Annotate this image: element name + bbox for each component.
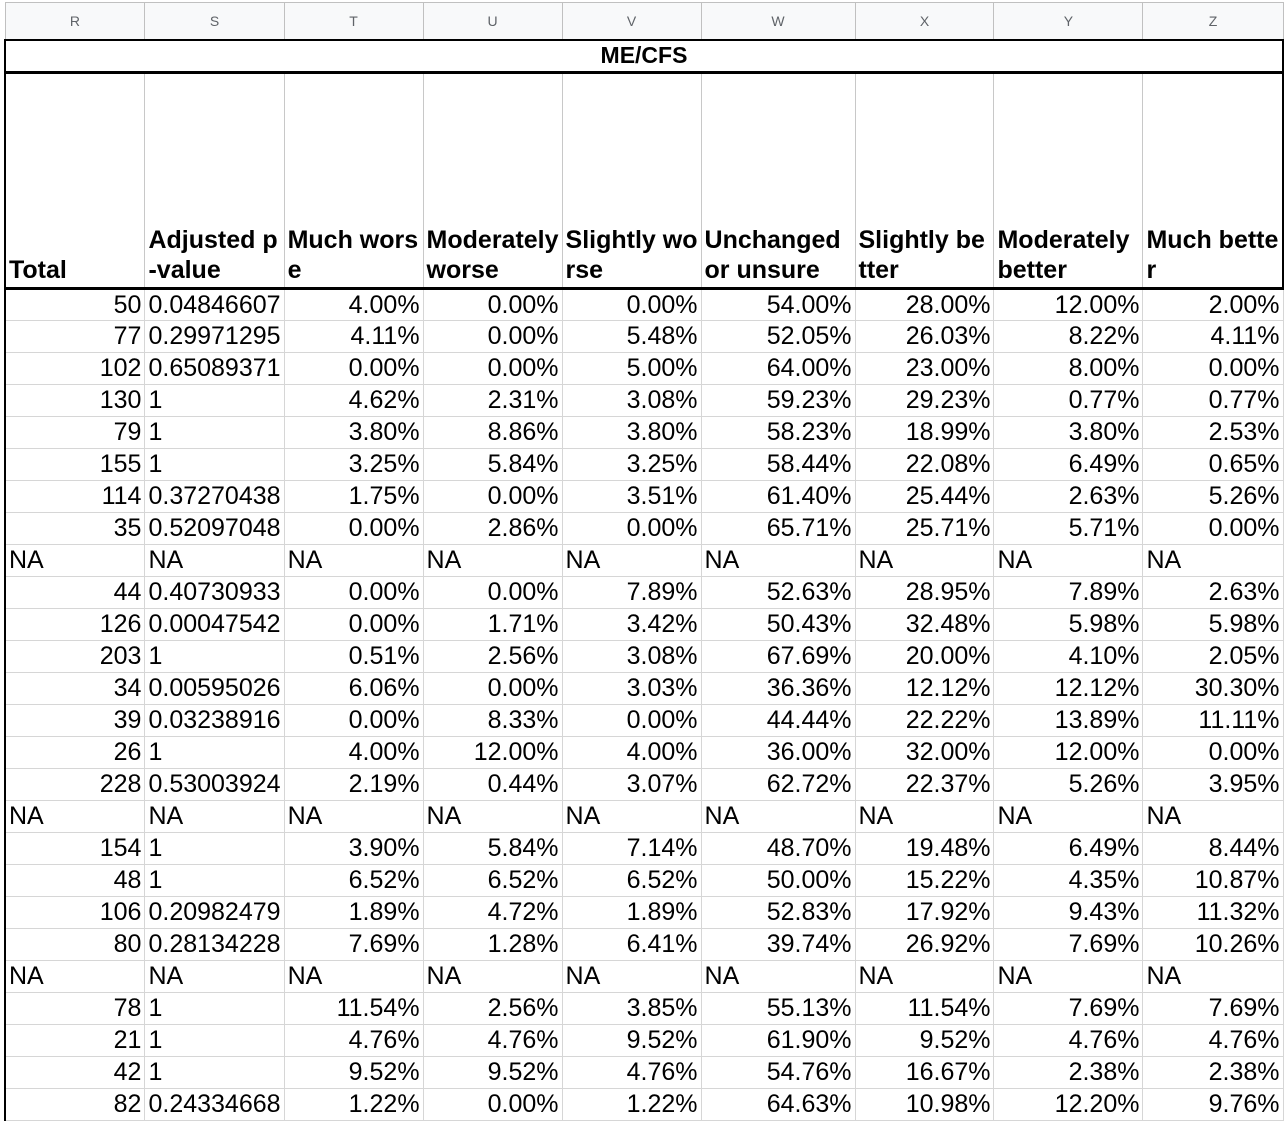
header-much-worse[interactable]: Much worse xyxy=(284,73,423,289)
header-slightly-better[interactable]: Slightly better xyxy=(855,73,994,289)
table-cell[interactable]: NA xyxy=(994,801,1143,833)
table-cell[interactable]: 32.48% xyxy=(855,609,994,641)
table-cell[interactable]: 3.25% xyxy=(562,449,701,481)
table-cell[interactable]: NA xyxy=(1143,545,1283,577)
table-cell[interactable]: 3.85% xyxy=(562,993,701,1025)
table-row xyxy=(5,737,1283,769)
table-cell[interactable]: 0.29971295 xyxy=(145,321,284,353)
table-cell[interactable]: 1.28% xyxy=(423,929,562,961)
table-cell[interactable]: NA xyxy=(701,961,855,993)
table-cell[interactable]: 0.03238916 xyxy=(145,705,284,737)
table-cell[interactable]: 64.00% xyxy=(701,353,855,385)
table-cell[interactable]: 0.00% xyxy=(423,577,562,609)
table-cell[interactable]: NA xyxy=(855,801,994,833)
table-row xyxy=(5,321,1283,353)
table-cell[interactable]: 0.00% xyxy=(423,289,562,321)
table-cell[interactable]: 50.43% xyxy=(701,609,855,641)
table-cell[interactable]: 4.76% xyxy=(423,1025,562,1057)
table-cell[interactable]: 2.63% xyxy=(994,481,1143,513)
table-row xyxy=(5,481,1283,513)
table-cell[interactable]: 79 xyxy=(5,417,145,449)
header-total[interactable]: Total xyxy=(5,73,145,289)
table-cell[interactable]: 0.37270438 xyxy=(145,481,284,513)
table-cell[interactable]: NA xyxy=(562,961,701,993)
table-cell[interactable]: 1.75% xyxy=(284,481,423,513)
table-cell[interactable]: 5.00% xyxy=(562,353,701,385)
table-row xyxy=(5,353,1283,385)
table-cell[interactable]: 1 xyxy=(145,641,284,673)
table-cell[interactable]: 4.76% xyxy=(562,1057,701,1089)
table-cell[interactable]: 61.90% xyxy=(701,1025,855,1057)
column-header-s[interactable]: S xyxy=(145,3,284,40)
table-cell[interactable]: 64.63% xyxy=(701,1089,855,1121)
table-cell[interactable]: 0.52097048 xyxy=(145,513,284,545)
table-row xyxy=(5,385,1283,417)
table-cell[interactable]: 3.08% xyxy=(562,641,701,673)
table-cell[interactable]: 4.00% xyxy=(284,289,423,321)
table-cell[interactable]: NA xyxy=(1143,801,1283,833)
table-cell[interactable]: NA xyxy=(855,961,994,993)
table-cell[interactable]: 5.98% xyxy=(1143,609,1283,641)
table-cell[interactable]: 0.00% xyxy=(423,353,562,385)
table-row xyxy=(5,641,1283,673)
table-cell[interactable]: 2.19% xyxy=(284,769,423,801)
table-cell[interactable]: 0.20982479 xyxy=(145,897,284,929)
table-cell[interactable]: 7.69% xyxy=(994,929,1143,961)
table-cell[interactable]: 7.89% xyxy=(562,577,701,609)
table-cell[interactable]: 2.63% xyxy=(1143,577,1283,609)
table-cell[interactable]: 62.72% xyxy=(701,769,855,801)
table-cell[interactable]: 3.42% xyxy=(562,609,701,641)
table-cell[interactable]: 10.26% xyxy=(1143,929,1283,961)
table-cell[interactable]: 7.69% xyxy=(284,929,423,961)
table-cell[interactable]: 6.49% xyxy=(994,833,1143,865)
table-cell[interactable]: NA xyxy=(145,961,284,993)
table-cell[interactable]: 102 xyxy=(5,353,145,385)
table-cell[interactable]: 61.40% xyxy=(701,481,855,513)
table-row xyxy=(5,1089,1283,1121)
table-cell[interactable]: 4.10% xyxy=(994,641,1143,673)
table-cell[interactable]: 154 xyxy=(5,833,145,865)
table-cell[interactable]: 0.00595026 xyxy=(145,673,284,705)
table-cell[interactable]: 0.00% xyxy=(284,609,423,641)
table-cell[interactable]: 3.25% xyxy=(284,449,423,481)
table-cell[interactable]: 0.65089371 xyxy=(145,353,284,385)
table-cell[interactable]: 6.41% xyxy=(562,929,701,961)
table-cell[interactable]: 10.98% xyxy=(855,1089,994,1121)
table-cell[interactable]: 39 xyxy=(5,705,145,737)
table-cell[interactable]: 50 xyxy=(5,289,145,321)
table-cell[interactable]: 114 xyxy=(5,481,145,513)
table-cell[interactable]: 26.92% xyxy=(855,929,994,961)
table-cell[interactable]: 26.03% xyxy=(855,321,994,353)
table-cell[interactable]: 25.71% xyxy=(855,513,994,545)
table-cell[interactable]: 15.22% xyxy=(855,865,994,897)
table-cell[interactable]: 80 xyxy=(5,929,145,961)
table-cell[interactable]: 28.95% xyxy=(855,577,994,609)
table-cell[interactable]: 54.76% xyxy=(701,1057,855,1089)
table-cell[interactable]: NA xyxy=(145,801,284,833)
table-cell[interactable]: 0.00% xyxy=(1143,513,1283,545)
table-cell[interactable]: 5.84% xyxy=(423,833,562,865)
table-cell[interactable]: 0.00% xyxy=(423,1089,562,1121)
table-cell[interactable]: 9.76% xyxy=(1143,1089,1283,1121)
table-cell[interactable]: 4.76% xyxy=(284,1025,423,1057)
table-cell[interactable]: 10.87% xyxy=(1143,865,1283,897)
table-cell[interactable]: 5.26% xyxy=(994,769,1143,801)
table-cell[interactable]: 2.05% xyxy=(1143,641,1283,673)
table-cell[interactable]: 0.40730933 xyxy=(145,577,284,609)
table-cell[interactable]: 5.84% xyxy=(423,449,562,481)
table-cell[interactable]: 11.54% xyxy=(284,993,423,1025)
column-header-w[interactable]: W xyxy=(701,3,855,40)
table-cell[interactable]: 12.00% xyxy=(994,737,1143,769)
table-cell[interactable]: 7.69% xyxy=(1143,993,1283,1025)
table-cell[interactable]: 203 xyxy=(5,641,145,673)
table-cell[interactable]: 6.52% xyxy=(423,865,562,897)
table-cell[interactable]: 2.38% xyxy=(994,1057,1143,1089)
table-cell[interactable]: 0.00% xyxy=(423,481,562,513)
table-cell[interactable]: 8.86% xyxy=(423,417,562,449)
table-cell[interactable]: 3.51% xyxy=(562,481,701,513)
table-cell[interactable]: 4.11% xyxy=(284,321,423,353)
table-cell[interactable]: 1 xyxy=(145,385,284,417)
table-cell[interactable]: 0.53003924 xyxy=(145,769,284,801)
table-cell[interactable]: 1.89% xyxy=(284,897,423,929)
table-cell[interactable]: 44 xyxy=(5,577,145,609)
table-cell[interactable]: 42 xyxy=(5,1057,145,1089)
table-cell[interactable]: 0.00% xyxy=(562,289,701,321)
header-moderately-better[interactable]: Moderately better xyxy=(994,73,1143,289)
table-cell[interactable]: 36.36% xyxy=(701,673,855,705)
table-cell[interactable]: 2.86% xyxy=(423,513,562,545)
table-cell[interactable]: 6.06% xyxy=(284,673,423,705)
header-much-better[interactable]: Much better xyxy=(1143,73,1283,289)
table-cell[interactable]: 0.00% xyxy=(284,577,423,609)
table-cell[interactable]: 28.00% xyxy=(855,289,994,321)
table-cell[interactable]: 59.23% xyxy=(701,385,855,417)
table-cell[interactable]: 0.51% xyxy=(284,641,423,673)
table-cell[interactable]: 8.22% xyxy=(994,321,1143,353)
header-slightly-worse[interactable]: Slightly worse xyxy=(562,73,701,289)
table-cell[interactable]: 65.71% xyxy=(701,513,855,545)
table-cell[interactable]: 21 xyxy=(5,1025,145,1057)
table-cell[interactable]: 4.76% xyxy=(994,1025,1143,1057)
table-cell[interactable]: 3.03% xyxy=(562,673,701,705)
table-cell[interactable]: 35 xyxy=(5,513,145,545)
table-cell[interactable]: 48.70% xyxy=(701,833,855,865)
table-cell[interactable]: 13.89% xyxy=(994,705,1143,737)
table-cell[interactable]: 3.08% xyxy=(562,385,701,417)
table-cell[interactable]: 4.11% xyxy=(1143,321,1283,353)
table-cell[interactable]: 6.52% xyxy=(562,865,701,897)
table-cell[interactable]: 1.89% xyxy=(562,897,701,929)
table-cell[interactable]: 4.62% xyxy=(284,385,423,417)
table-cell[interactable]: 23.00% xyxy=(855,353,994,385)
table-cell[interactable]: 2.53% xyxy=(1143,417,1283,449)
table-row xyxy=(5,1025,1283,1057)
table-row xyxy=(5,417,1283,449)
table-cell[interactable]: 1.71% xyxy=(423,609,562,641)
table-cell[interactable]: 0.00% xyxy=(423,673,562,705)
table-cell[interactable]: NA xyxy=(562,545,701,577)
table-cell[interactable]: 12.00% xyxy=(423,737,562,769)
table-cell[interactable]: NA xyxy=(284,545,423,577)
table-cell[interactable]: 11.11% xyxy=(1143,705,1283,737)
table-row xyxy=(5,1057,1283,1089)
table-cell[interactable]: 1 xyxy=(145,1025,284,1057)
table-cell[interactable]: 228 xyxy=(5,769,145,801)
table-row xyxy=(5,833,1283,865)
table-cell[interactable]: 3.80% xyxy=(284,417,423,449)
table-cell[interactable]: 1 xyxy=(145,993,284,1025)
table-cell[interactable]: 11.32% xyxy=(1143,897,1283,929)
table-cell[interactable]: 50.00% xyxy=(701,865,855,897)
table-cell[interactable]: 1 xyxy=(145,1057,284,1089)
header-row xyxy=(5,73,1283,289)
table-cell[interactable]: 19.48% xyxy=(855,833,994,865)
table-cell[interactable]: 0.00047542 xyxy=(145,609,284,641)
table-cell[interactable]: 0.00% xyxy=(562,705,701,737)
table-cell[interactable]: 36.00% xyxy=(701,737,855,769)
table-cell[interactable]: 1 xyxy=(145,417,284,449)
table-cell[interactable]: 25.44% xyxy=(855,481,994,513)
table-cell[interactable]: 12.12% xyxy=(994,673,1143,705)
table-cell[interactable]: NA xyxy=(423,961,562,993)
table-cell[interactable]: NA xyxy=(855,545,994,577)
table-cell[interactable]: 0.77% xyxy=(994,385,1143,417)
table-cell[interactable]: 77 xyxy=(5,321,145,353)
table-cell[interactable]: 0.00% xyxy=(284,353,423,385)
table-cell[interactable]: 7.14% xyxy=(562,833,701,865)
table-cell[interactable]: 155 xyxy=(5,449,145,481)
table-cell[interactable]: 9.52% xyxy=(284,1057,423,1089)
table-cell[interactable]: 5.71% xyxy=(994,513,1143,545)
table-cell[interactable]: 0.77% xyxy=(1143,385,1283,417)
table-cell[interactable]: 0.00% xyxy=(423,321,562,353)
table-cell[interactable]: 2.56% xyxy=(423,993,562,1025)
table-cell[interactable]: 48 xyxy=(5,865,145,897)
table-cell[interactable]: 5.98% xyxy=(994,609,1143,641)
table-cell[interactable]: 17.92% xyxy=(855,897,994,929)
table-cell[interactable]: 1.22% xyxy=(284,1089,423,1121)
header-moderately-worse[interactable]: Moderately worse xyxy=(423,73,562,289)
table-row xyxy=(5,929,1283,961)
table-cell[interactable]: 0.44% xyxy=(423,769,562,801)
table-row xyxy=(5,513,1283,545)
table-cell[interactable]: 7.89% xyxy=(994,577,1143,609)
table-cell[interactable]: 126 xyxy=(5,609,145,641)
table-cell[interactable]: 9.52% xyxy=(423,1057,562,1089)
header-unchanged-or-unsure[interactable]: Unchanged or unsure xyxy=(701,73,855,289)
table-cell[interactable]: 0.24334668 xyxy=(145,1089,284,1121)
table-row xyxy=(5,865,1283,897)
table-row xyxy=(5,961,1283,993)
column-header-t[interactable]: T xyxy=(284,3,423,40)
table-cell[interactable]: 0.00% xyxy=(284,513,423,545)
table-cell[interactable]: NA xyxy=(423,801,562,833)
table-cell[interactable]: 67.69% xyxy=(701,641,855,673)
table-cell[interactable]: NA xyxy=(701,545,855,577)
table-cell[interactable]: 4.00% xyxy=(284,737,423,769)
table-row xyxy=(5,673,1283,705)
table-cell[interactable]: 58.44% xyxy=(701,449,855,481)
table-cell[interactable]: 8.00% xyxy=(994,353,1143,385)
table-cell[interactable]: 44.44% xyxy=(701,705,855,737)
table-cell[interactable]: 6.52% xyxy=(284,865,423,897)
table-cell[interactable]: 0.00% xyxy=(284,705,423,737)
column-header-r[interactable]: R xyxy=(5,3,145,40)
table-cell[interactable]: 52.83% xyxy=(701,897,855,929)
table-cell[interactable]: NA xyxy=(1143,961,1283,993)
table-cell[interactable]: 82 xyxy=(5,1089,145,1121)
table-cell[interactable]: NA xyxy=(145,545,284,577)
table-cell[interactable]: 0.65% xyxy=(1143,449,1283,481)
table-cell[interactable]: 8.33% xyxy=(423,705,562,737)
table-cell[interactable]: 6.49% xyxy=(994,449,1143,481)
table-cell[interactable]: 5.26% xyxy=(1143,481,1283,513)
table-cell[interactable]: 0.00% xyxy=(1143,737,1283,769)
table-cell[interactable]: 34 xyxy=(5,673,145,705)
table-cell[interactable]: 2.00% xyxy=(1143,289,1283,321)
table-cell[interactable]: 4.72% xyxy=(423,897,562,929)
table-row xyxy=(5,449,1283,481)
table-cell[interactable]: 26 xyxy=(5,737,145,769)
table-cell[interactable]: 22.37% xyxy=(855,769,994,801)
table-cell[interactable]: 78 xyxy=(5,993,145,1025)
table-cell[interactable]: 1 xyxy=(145,833,284,865)
table-cell[interactable]: 2.38% xyxy=(1143,1057,1283,1089)
table-cell[interactable]: 39.74% xyxy=(701,929,855,961)
table-cell[interactable]: 12.12% xyxy=(855,673,994,705)
table-cell[interactable]: 32.00% xyxy=(855,737,994,769)
table-row xyxy=(5,801,1283,833)
table-cell[interactable]: 58.23% xyxy=(701,417,855,449)
table-row xyxy=(5,545,1283,577)
table-cell[interactable]: 1 xyxy=(145,449,284,481)
table-cell[interactable]: 4.76% xyxy=(1143,1025,1283,1057)
merged-title-row xyxy=(5,40,1283,73)
table-cell[interactable]: 0.04846607 xyxy=(145,289,284,321)
table-cell[interactable]: 16.67% xyxy=(855,1057,994,1089)
column-header-u[interactable]: U xyxy=(423,3,562,40)
table-cell[interactable]: 5.48% xyxy=(562,321,701,353)
table-cell[interactable]: 18.99% xyxy=(855,417,994,449)
table-cell[interactable]: 7.69% xyxy=(994,993,1143,1025)
table-row xyxy=(5,897,1283,929)
table-cell[interactable]: 55.13% xyxy=(701,993,855,1025)
table-cell[interactable]: 30.30% xyxy=(1143,673,1283,705)
table-cell[interactable]: NA xyxy=(284,961,423,993)
header-adjusted-p-value[interactable]: Adjusted p-value xyxy=(145,73,284,289)
table-cell[interactable]: 4.00% xyxy=(562,737,701,769)
table-cell[interactable]: NA xyxy=(562,801,701,833)
table-cell[interactable]: 106 xyxy=(5,897,145,929)
merged-title-cell[interactable]: ME/CFS xyxy=(5,40,1283,73)
table-row xyxy=(5,705,1283,737)
table-cell[interactable]: 9.52% xyxy=(855,1025,994,1057)
table-cell[interactable]: NA xyxy=(284,801,423,833)
table-cell[interactable]: NA xyxy=(994,961,1143,993)
table-cell[interactable]: 3.90% xyxy=(284,833,423,865)
table-row xyxy=(5,289,1283,321)
table-cell[interactable]: 9.43% xyxy=(994,897,1143,929)
table-cell[interactable]: 3.80% xyxy=(994,417,1143,449)
table-cell[interactable]: 52.63% xyxy=(701,577,855,609)
spreadsheet-grid xyxy=(4,2,1284,1121)
table-cell[interactable]: 22.08% xyxy=(855,449,994,481)
table-cell[interactable]: 130 xyxy=(5,385,145,417)
table-cell[interactable]: 3.07% xyxy=(562,769,701,801)
table-cell[interactable]: 9.52% xyxy=(562,1025,701,1057)
table-cell[interactable]: NA xyxy=(701,801,855,833)
column-header-row xyxy=(5,3,1283,40)
table-cell[interactable]: 4.35% xyxy=(994,865,1143,897)
column-header-y[interactable]: Y xyxy=(994,3,1143,40)
table-cell[interactable]: 0.00% xyxy=(1143,353,1283,385)
table-cell[interactable]: 12.20% xyxy=(994,1089,1143,1121)
table-cell[interactable]: NA xyxy=(423,545,562,577)
table-cell[interactable]: 12.00% xyxy=(994,289,1143,321)
table-row xyxy=(5,577,1283,609)
table-cell[interactable]: 1 xyxy=(145,865,284,897)
table-cell[interactable]: NA xyxy=(5,961,145,993)
table-cell[interactable]: 52.05% xyxy=(701,321,855,353)
table-cell[interactable]: 3.80% xyxy=(562,417,701,449)
table-cell[interactable]: 2.56% xyxy=(423,641,562,673)
column-header-x[interactable]: X xyxy=(855,3,994,40)
table-cell[interactable]: 3.95% xyxy=(1143,769,1283,801)
table-cell[interactable]: 0.28134228 xyxy=(145,929,284,961)
table-cell[interactable]: 22.22% xyxy=(855,705,994,737)
table-cell[interactable]: NA xyxy=(5,545,145,577)
column-header-v[interactable]: V xyxy=(562,3,701,40)
table-cell[interactable]: 0.00% xyxy=(562,513,701,545)
table-cell[interactable]: 29.23% xyxy=(855,385,994,417)
column-header-z[interactable]: Z xyxy=(1143,3,1283,40)
table-cell[interactable]: 1 xyxy=(145,737,284,769)
table-cell[interactable]: 20.00% xyxy=(855,641,994,673)
table-cell[interactable]: 2.31% xyxy=(423,385,562,417)
table-cell[interactable]: NA xyxy=(5,801,145,833)
table-row xyxy=(5,993,1283,1025)
table-cell[interactable]: 54.00% xyxy=(701,289,855,321)
table-cell[interactable]: 11.54% xyxy=(855,993,994,1025)
table-cell[interactable]: 8.44% xyxy=(1143,833,1283,865)
table-cell[interactable]: 1.22% xyxy=(562,1089,701,1121)
table-row xyxy=(5,769,1283,801)
table-cell[interactable]: NA xyxy=(994,545,1143,577)
table-row xyxy=(5,609,1283,641)
